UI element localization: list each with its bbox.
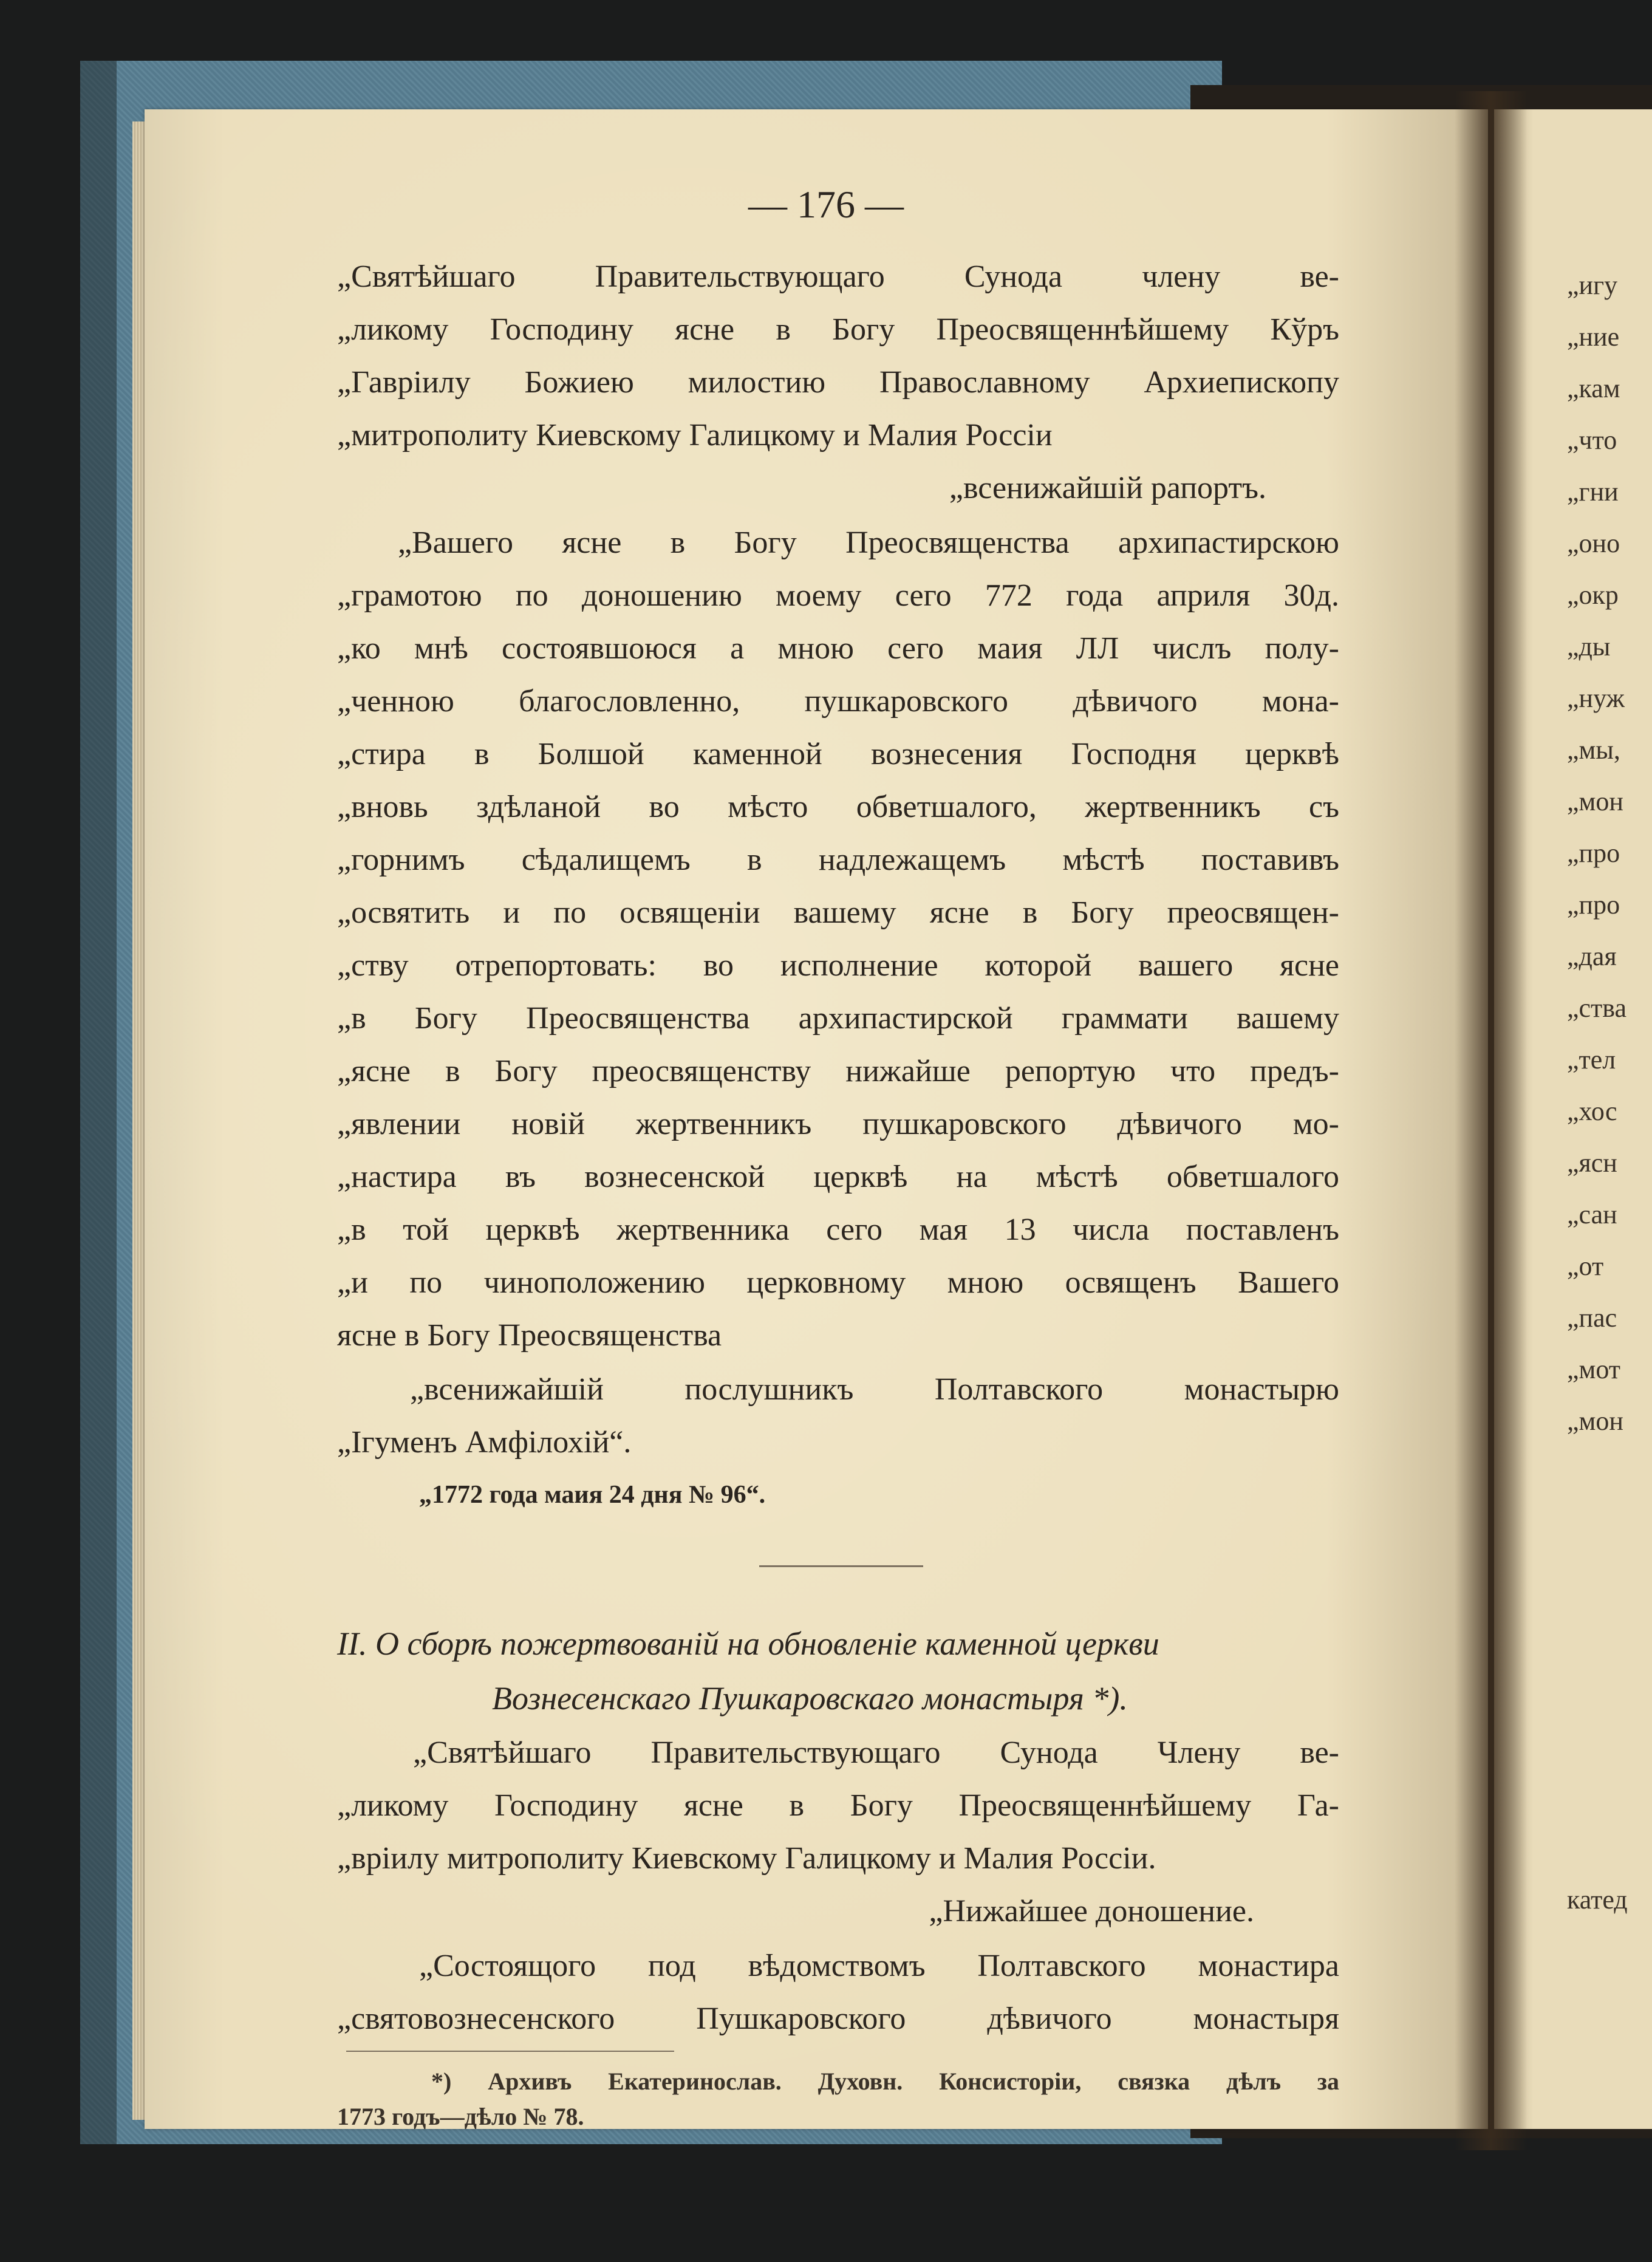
footnote-line: 1773 годъ—дѣло № 78. (337, 2103, 584, 2130)
text-line: „митрополиту Киевскому Галицкому и Малия Россіи (337, 418, 1053, 453)
signature-line: „Ігуменъ Амфілохій“. (337, 1425, 632, 1460)
text-line: „горнимъ сѣдалищемъ в надлежащемъ мѣстѣ поставивъ (337, 842, 1339, 877)
right-fragment: „мы, (1567, 735, 1620, 765)
right-fragment: „кам (1567, 374, 1620, 403)
text-line: „ясне в Богу преосвященству нижайше репортую что предъ- (337, 1054, 1339, 1088)
right-fragment: „гни (1567, 477, 1619, 507)
right-fragment: катед (1567, 1885, 1628, 1915)
text-line: „Вашего ясне в Богу Преосвященства архипастирскою (398, 525, 1339, 560)
letter-closing: „всенижайшій рапортъ. (949, 471, 1266, 505)
text-line: „стира в Болшой каменной вознесения Господня церквѣ (337, 737, 1339, 771)
text-line: „Состоящого под вѣдомствомъ Полтавского монастира (419, 1949, 1339, 1983)
right-fragment: „от (1567, 1251, 1604, 1281)
text-line: „явлении новій жертвенникъ пушкаровского дѣвичого мо- (337, 1107, 1339, 1141)
section-heading: Вознесенскаго Пушкаровскаго монастыря *). (492, 1680, 1128, 1717)
text-line: „в той церквѣ жертвенника сего мая 13 числа поставленъ (337, 1212, 1339, 1247)
right-fragment: „ние (1567, 322, 1620, 352)
right-fragment: „сан (1567, 1200, 1617, 1229)
text-line: „в Богу Преосвященства архипастирской граммати вашему (337, 1001, 1339, 1036)
right-fragment: „пас (1567, 1303, 1617, 1333)
text-line: „и по чиноположению церковному мною освященъ Вашего (337, 1265, 1339, 1300)
right-fragment: „хос (1567, 1096, 1617, 1126)
right-fragment: „ды (1567, 632, 1611, 661)
text-line: „настира въ вознесенской церквѣ на мѣстѣ обветшалого (337, 1160, 1339, 1194)
text-line: „освятить и по освященіи вашему ясне в Богу преосвящен- (337, 895, 1339, 930)
signature-line: „всенижайшій послушникъ Полтавского монастырю (410, 1372, 1339, 1407)
right-fragment: „тел (1567, 1045, 1616, 1075)
text-line: „Гавріилу Божиею милостию Православному Архиепископу (337, 365, 1339, 400)
footnote-line: *) Архивъ Екатеринослав. Духовн. Консисторіи, связка дѣлъ за (431, 2068, 1339, 2095)
text-line: „ству отрепортовать: во исполнение которой вашего ясне (337, 948, 1339, 983)
section-heading: II. О сборѣ пожертвованій на обновленіе каменной церкви (337, 1625, 1159, 1662)
right-fragment: „нуж (1567, 683, 1625, 713)
text-line: „святовознесенского Пушкаровского дѣвичого монастыря (337, 2001, 1339, 2036)
text-line: „вріилу митрополиту Киевскому Галицкому и Малия Россіи. (337, 1841, 1156, 1876)
page-number: — 176 — (748, 183, 904, 226)
right-fragment: „дая (1567, 941, 1617, 971)
letter-date: „1772 года маия 24 дня № 96“. (419, 1481, 766, 1509)
right-fragment: „мот (1567, 1355, 1621, 1384)
right-fragment: „мон (1567, 787, 1623, 816)
right-fragment: „мон (1567, 1406, 1623, 1436)
right-fragment: „окр (1567, 580, 1619, 610)
text-line: „вновь здѣланой во мѣсто обветшалого, жертвенникъ съ (337, 790, 1339, 824)
text-line: „Святѣйшаго Правительствующаго Сунода Члену ве- (413, 1735, 1339, 1770)
footnote-rule (346, 2051, 674, 2052)
right-fragment: „про (1567, 838, 1620, 868)
right-fragment: „игу (1567, 270, 1618, 300)
cover-shadow (80, 61, 117, 2144)
text-line: „Святѣйшаго Правительствующаго Сунода члену ве- (337, 259, 1339, 294)
section-divider (759, 1565, 923, 1567)
right-fragment: „ства (1567, 993, 1627, 1023)
book-gutter (1455, 91, 1527, 2150)
text-line: „ченною благословленно, пушкаровского дѣвичого мона- (337, 684, 1339, 719)
text-line: „ликому Господину ясне в Богу Преосвященнѣйшему Кўръ (337, 312, 1339, 347)
text-line: ясне в Богу Преосвященства (337, 1318, 722, 1353)
text-line: „грамотою по доношению моему сего 772 года априля 30д. (337, 578, 1339, 613)
letter-closing: „Нижайшее доношение. (929, 1894, 1254, 1929)
right-fragment: „оно (1567, 528, 1620, 558)
text-line: „ликому Господину ясне в Богу Преосвященнѣйшему Га- (337, 1788, 1339, 1823)
right-fragment: „ясн (1567, 1148, 1617, 1178)
text-line: „ко мнѣ состоявшоюся а мною сего маия ЛЛ числъ полу- (337, 631, 1339, 666)
right-fragment: „что (1567, 425, 1617, 455)
right-fragment: „про (1567, 890, 1620, 920)
